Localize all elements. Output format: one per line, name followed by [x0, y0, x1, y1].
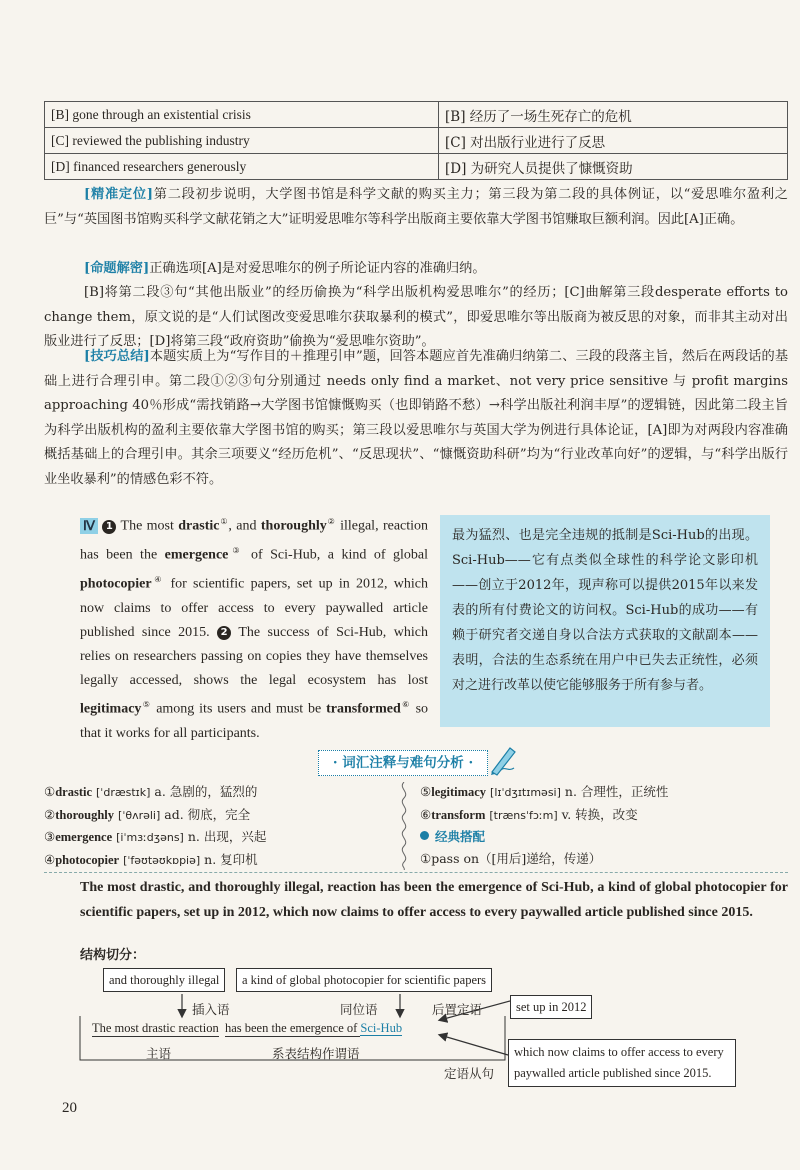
vocab-num: ① — [44, 784, 56, 799]
option-row — [45, 128, 788, 154]
collocation-heading — [420, 826, 668, 848]
technique-summary-paragraph — [44, 345, 788, 492]
insert-phrase-box: and thoroughly illegal — [103, 968, 225, 992]
note-ref: ⑥ — [400, 700, 411, 710]
difficult-sentence: The most drastic, and thoroughly illegal, reaction has been the emergence of Sci-Hub, a kind of global photocopier for scientific papers, set up in 2012, which now claims to offer access to every paywalled article published since 2015. — [80, 880, 788, 920]
keyword: photocopier — [80, 576, 152, 592]
label-predicate: 系表结构作谓语 — [272, 1046, 360, 1061]
vocab-definition: n. 合理性，正统性 — [564, 784, 669, 799]
vocab-left-list — [44, 781, 266, 871]
vocab-num: ④ — [44, 851, 56, 867]
question-decode-text: 正确选项[A]是对爱思唯尔的例子所论证内容的准确归纳。 — [149, 261, 486, 276]
main-predicate: has been the emergence of — [224, 1021, 361, 1035]
precise-location-paragraph — [44, 183, 788, 232]
distractor-analysis-text: [B]将第二段③句“其他出版业”的经历偷换为“科学出版机构爱思唯尔”的经历；[C]曲解第三段desperate efforts to change them，原文说的是“人们试图改变爱思唯尔获取暴利的模式”，即爱思唯尔等出版商为被反思的对象，而非其主动对出版业进行了反思；[D]将第三段“政府资助”偷换为“爱思唯尔资助”。 — [44, 285, 788, 349]
keyword: legitimacy — [80, 702, 142, 718]
postpositive-box: set up in 2012 — [510, 995, 592, 1019]
sentence-number: 2 — [217, 626, 231, 640]
passage-text: of Sci-Hub, a kind of global — [243, 547, 428, 563]
option-en: [B] gone through an existential crisis — [45, 102, 439, 128]
vocab-item — [420, 781, 668, 804]
vocab-item — [420, 804, 668, 827]
note-ref: ① — [219, 517, 229, 526]
keyword: emergence — [164, 547, 229, 563]
column-divider — [398, 782, 410, 870]
pen-icon — [488, 742, 518, 776]
option-row — [45, 102, 788, 128]
vocab-phonetic: [ˈfəʊtəʊkɒpiə] — [123, 853, 201, 867]
vocab-item — [44, 804, 266, 827]
label-attributive-clause: 定语从句 — [444, 1066, 495, 1081]
page-number: 20 — [62, 1100, 77, 1116]
keyword: transformed — [326, 702, 401, 718]
passage-text: for scientific papers, set up in 2012, which now claims to offer access to every paywalled article published since 2015. — [80, 576, 429, 640]
passage-translation — [440, 515, 770, 727]
question-decode-paragraph — [44, 257, 788, 282]
vocab-num: ⑥ — [420, 806, 432, 822]
vocab-word: emergence — [55, 830, 113, 844]
vocab-num: ⑤ — [420, 784, 432, 799]
sentence-number: 1 — [102, 520, 116, 534]
passage-text: so that it works for all participants. — [80, 702, 429, 742]
main-subject: The most drastic reaction — [92, 1021, 219, 1035]
vocab-item — [44, 849, 266, 872]
vocab-phonetic: [ˈθʌrəli] — [118, 808, 161, 822]
section-number: Ⅳ — [80, 518, 98, 534]
note-ref: ③ — [228, 545, 244, 555]
label-insert: 插入语 — [192, 1002, 230, 1017]
option-row — [45, 154, 788, 180]
note-ref: ② — [326, 517, 336, 526]
vocab-word: legitimacy — [431, 785, 487, 799]
vocab-definition: n. 复印机 — [204, 851, 258, 867]
question-decode-tag: [命题解密] — [84, 261, 150, 276]
vocab-definition: a. 急剧的，猛烈的 — [154, 784, 258, 799]
section-divider — [44, 872, 788, 873]
technique-summary-tag: [技巧总结] — [84, 349, 150, 364]
passage-text: illegal, reaction has been the — [80, 518, 429, 563]
note-ref: ⑤ — [141, 700, 152, 710]
vocab-definition: v. 转换，改变 — [561, 806, 638, 822]
label-post-attributive: 后置定语 — [432, 1002, 483, 1017]
collocation-item: ①pass on（[用后]递给，传递） — [420, 850, 602, 866]
vocab-phonetic: [lɪˈdʒɪtɪməsi] — [490, 786, 561, 799]
passage-text: The most — [120, 518, 179, 534]
label-appositive: 同位语 — [340, 1002, 378, 1017]
relative-clause-box: which now claims to offer access to every paywalled article published since 2015. — [508, 1039, 736, 1087]
vocab-word: photocopier — [55, 852, 120, 867]
translation-text: 最为猛烈、也是完全违规的抵制是Sci-Hub的出现。Sci-Hub——它有点类似全球性的科学论文影印机——创立于2012年，现声称可以提供2015年以来发表的所有付费论文的访问权。Sci-Hub的成功——有赖于研究者交递自身以合法方式获取的文献副本——表明，合法的生态系统在用户中已失去正统性，必须对之进行改革以使它能够服务于所有参与者。 — [452, 528, 758, 693]
options-table — [44, 101, 788, 180]
collocation-title: 经典搭配 — [435, 829, 486, 844]
vocab-num: ③ — [44, 829, 56, 844]
vocab-word: drastic — [55, 785, 93, 799]
label-subject: 主语 — [146, 1046, 172, 1061]
passage-text: The success of Sci-Hub, which relies on researchers passing on copies they have themselves legally accessed, shows the legal ecosystem has lost — [80, 624, 428, 689]
vocab-phonetic: [ˈdræstɪk] — [96, 786, 151, 799]
main-clause — [92, 1021, 402, 1036]
vocab-section-title: · 词汇注释与难句分析 · — [318, 750, 488, 776]
technique-summary-text: 本题实质上为“写作目的＋推理引申”题，回答本题应首先准确归纳第二、三段的段落主旨，然后在两段话的基础上进行合理引申。第二段①②③句分别通过 needs only find a market、not very price sensitive 与 profit margins approaching 40％形成“需找销路→大学图书馆慷慨购买（也即销路不愁）→科学出版社利润丰厚”的逻辑链，因此第二段主旨为科学出版机构的盈利主要依靠大学图书馆的购买；第三段以爱思唯尔与英国大学为例进行具体论证，[A]即为对两段内容准确概括基础上的合理引申。其余三项要义“经历危机”、“反思现状”、“慷慨资助科研”均为“行业改革向好”的逻辑，与“科学出版行业坐收暴利”的情感色彩不符。 — [44, 349, 789, 487]
structure-label: 结构切分： — [80, 948, 146, 963]
vocab-item — [44, 781, 266, 804]
note-ref: ④ — [151, 574, 165, 584]
bullet-icon — [420, 831, 429, 840]
vocab-word: transform — [431, 807, 486, 822]
vocab-phonetic: [trænsˈfɔːm] — [489, 808, 558, 822]
vocab-word: thoroughly — [55, 807, 115, 822]
vocab-item — [44, 826, 266, 849]
option-zh: [B] 经历了一场生死存亡的危机 — [439, 102, 788, 128]
keyword: thoroughly — [260, 518, 327, 534]
sci-hub-term: Sci-Hub — [360, 1021, 403, 1035]
appositive-box: a kind of global photocopier for scientific papers — [236, 968, 492, 992]
passage-english — [80, 510, 428, 746]
option-en: [D] financed researchers generously — [45, 154, 439, 180]
option-en: [C] reviewed the publishing industry — [45, 128, 439, 154]
vocab-num: ② — [44, 806, 56, 822]
precise-location-tag: [精准定位] — [84, 187, 154, 202]
vocab-right-list — [420, 781, 668, 869]
passage-text: among its users and must be — [151, 702, 327, 718]
distractor-analysis-paragraph — [44, 281, 788, 355]
passage-text: , and — [228, 518, 261, 534]
vocab-phonetic: [iˈmɜːdʒəns] — [116, 831, 184, 844]
vocab-definition: ad. 彻底，完全 — [164, 806, 251, 822]
keyword: drastic — [178, 518, 220, 534]
option-zh: [D] 为研究人员提供了慷慨资助 — [439, 154, 788, 180]
vocab-definition: n. 出现，兴起 — [187, 829, 267, 844]
precise-location-text: 第二段初步说明，大学图书馆是科学文献的购买主力；第三段为第二段的具体例证，以“爱思唯尔盈利之巨”与“英国图书馆购买科学文献花销之大”证明爱思唯尔等科学出版商主要依靠大学图书馆赚取巨额利润。因此[A]正确。 — [44, 187, 788, 227]
option-zh: [C] 对出版行业进行了反思 — [439, 128, 788, 154]
